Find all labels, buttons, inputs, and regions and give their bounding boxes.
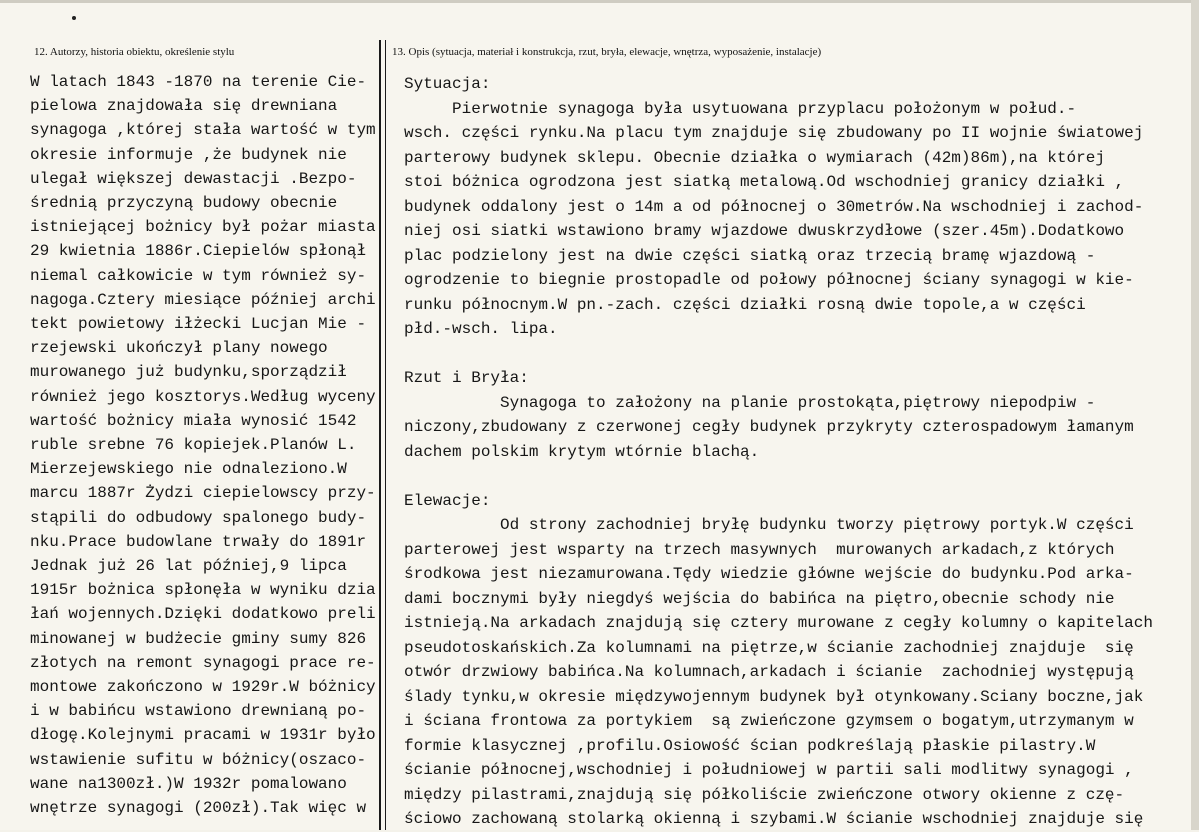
column-divider-right	[385, 40, 386, 830]
description-text-line: Synagoga to założony na planie prostokąta,piętrowy niepodpiw -	[404, 393, 1096, 412]
history-text-line: montowe zakończono w 1929r.W bóżnicy	[30, 678, 376, 697]
history-text-line: istniejącej bożnicy był pożar miasta	[30, 218, 376, 237]
description-text-line: parterowej jest wsparty na trzech masywnych murowanych arkadach,z których	[404, 540, 1115, 559]
description-text-line: niej osi siatki wstawiono bramy wjazdowe dwuskrzydłowe (szer.45m).Dodatkowo	[404, 222, 1125, 240]
description-text-line: wsch. części rynku.Na placu tym znajduje się zbudowany po II wojnie światowej	[404, 124, 1144, 142]
history-text-line: nku.Prace budowlane trwały do 1891r	[30, 532, 367, 551]
history-text-line: łań wojennych.Dzięki dodatkowo preli	[30, 605, 376, 624]
description-text-line: ściowo zachowaną stolarką okienną i szybami.W ścianie wschodniej znajduje się	[404, 810, 1144, 828]
description-text-line: dachem polskim krytym wtórnie blachą.	[404, 442, 760, 461]
history-text-line: złotych na remont synagogi prace re-	[30, 653, 376, 672]
description-text-line: i ściana frontowa za portykiem są zwieńczone gzymsem o bogatym,utrzymanym w	[404, 712, 1134, 730]
history-text-line: murowanego już budynku,sporządził	[30, 363, 347, 382]
history-text-line: marcu 1887r Żydzi ciepielowscy przy-	[30, 484, 376, 503]
description-text-line: formie klasycznej ,profilu.Osiowość ścian podkreślają płaskie pilastry.W	[404, 736, 1096, 755]
history-text-line: Jednak już 26 lat później,9 lipca	[30, 557, 347, 576]
description-text-line: istnieją.Na arkadach znajdują się cztery murowane z cegły kolumny o kapitelach	[404, 614, 1153, 632]
history-text-line: okresie informuje ,że budynek nie	[30, 145, 347, 164]
history-text-line: i w babińcu wstawiono drewnianą po-	[30, 702, 367, 721]
history-text-line: synagoga ,której stała wartość w tym	[30, 121, 376, 140]
description-text-line: płd.-wsch. lipa.	[404, 320, 558, 338]
description-text-line: ślady tynku,w okresie międzywojennym budynek był otynkowany.Sciany boczne,jak	[404, 687, 1144, 706]
left-column-header: 12. Autorzy, historia obiektu, określenie stylu	[34, 46, 235, 58]
description-text-line: niczony,zbudowany z czerwonej cegły budynek przykryty czterospadowym łamanym	[404, 418, 1134, 436]
description-text-line: między pilastrami,znajdują się półkoliście zwieńczone otwory okienne z czę-	[404, 785, 1125, 804]
description-text-line: dami bocznymi były niegdyś wejścia do babińca na piętro,obecnie schody nie	[404, 589, 1115, 608]
history-text-line: również jego kosztorys.Według wyceny	[30, 387, 376, 406]
history-text-line: dłogę.Kolejnymi pracami w 1931r było	[30, 726, 376, 745]
section-gap	[404, 342, 1184, 367]
ink-dot	[72, 16, 76, 20]
history-text-line: pielowa znajdowała się drewniana	[30, 97, 338, 116]
history-text-line: rzejewski ukończył plany nowego	[30, 339, 328, 358]
history-column	[30, 70, 385, 820]
description-text-line: środkowa jest niezamurowana.Tędy wiedzie główne wejście do budynku.Pod arka-	[404, 565, 1134, 583]
history-text-line: ulegał większej dewastacji .Bezpo-	[30, 169, 357, 188]
description-text-line: otwór drzwiowy babińca.Na kolumnach,arkadach i ścianie zachodniej występują	[404, 663, 1134, 681]
page-top-edge	[0, 0, 1199, 3]
description-text-line: ogrodzenie to biegnie prostopadle od połowy północnej ściany synagogi w kie-	[404, 271, 1134, 289]
section-heading: Rzut i Bryła:	[404, 369, 529, 387]
description-text-line: Od strony zachodniej bryłę budynku tworzy piętrowy portyk.W części	[404, 516, 1134, 534]
description-text-line: stoi bóżnica ogrodzona jest siatką metalową.Od wschodniej granicy działki ,	[404, 173, 1125, 191]
description-text-line: Pierwotnie synagoga była usytuowana przyplacu położonym w połud.-	[404, 99, 1077, 118]
history-text-line: W latach 1843 -1870 na terenie Cie-	[30, 73, 367, 91]
history-text-line: 29 kwietnia 1886r.Ciepielów spłonął	[30, 242, 367, 261]
history-text-line: niemal całkowicie w tym również sy-	[30, 266, 367, 285]
history-text-line: ruble srebne 76 kopiejek.Planów L.	[30, 436, 357, 455]
history-text-line: nagoga.Cztery miesiące później archi	[30, 290, 376, 309]
section-heading: Sytuacja:	[404, 75, 491, 93]
description-text-line: parterowy budynek sklepu. Obecnie działka o wymiarach (42m)86m),na której	[404, 148, 1105, 167]
history-text-line: wane na1300zł.)W 1932r pomalowano	[30, 774, 347, 793]
description-text-line: pseudotoskańskich.Za kolumnami na piętrze,w ścianie zachodniej znajduje się	[404, 638, 1134, 657]
history-text-line: wstawienie sufitu w bóżnicy(oszaco-	[30, 750, 367, 769]
section-heading: Elewacje:	[404, 491, 491, 510]
history-text-line: 1915r bożnica spłonęła w wyniku dzia	[30, 581, 376, 600]
description-text-line: ścianie północnej,wschodniej i południowej w partii sali modlitwy synagogi ,	[404, 761, 1134, 779]
history-text-line: minowanej w budżecie gminy sumy 826	[30, 629, 367, 648]
description-text-line: runku północnym.W pn.-zach. części działki rosną dwie topole,a w części	[404, 295, 1086, 314]
history-text-line: stąpili do odbudowy spalonego budy-	[30, 508, 367, 527]
page-right-edge	[1191, 0, 1199, 830]
right-column-header: 13. Opis (sytuacja, materiał i konstrukcja, rzut, bryła, elewacje, wnętrza, wyposażenie, instalacje)	[392, 46, 822, 58]
history-text-line: wartość bożnicy miała wynosić 1542	[30, 411, 357, 430]
description-text-line: budynek oddalony jest o 14m a od północnej o 30metrów.Na wschodniej i zachod-	[404, 197, 1144, 216]
description-text-line: plac podzielony jest na dwie części siatką oraz trzecią bramę wjazdową -	[404, 246, 1096, 265]
section-gap	[404, 464, 1184, 489]
description-column	[404, 72, 1184, 832]
history-text-line: Mierzejewskiego nie odnaleziono.W	[30, 460, 347, 479]
history-text-line: wnętrze synagogi (200zł).Tak więc w	[30, 799, 367, 818]
history-text-line: średnią przyczyną budowy obecnie	[30, 194, 338, 213]
history-text-line: tekt powietowy iłżecki Lucjan Mie -	[30, 315, 367, 334]
